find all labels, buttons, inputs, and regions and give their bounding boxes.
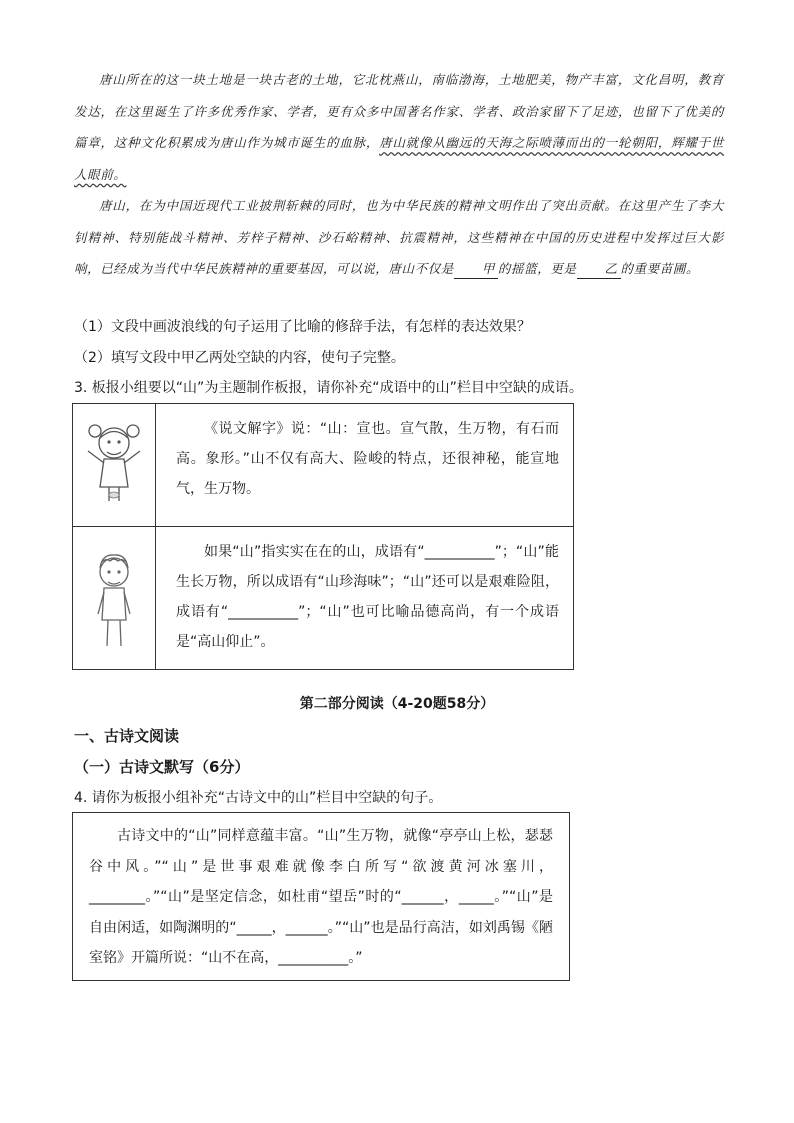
passage-text: 的摇篮，更是	[497, 261, 577, 276]
boy-cell	[73, 527, 156, 670]
girl-cartoon-icon	[74, 405, 154, 521]
passage	[74, 64, 724, 285]
board-text-1: 《说文解字》说：“山：宣也。宣气散，生万物，有石而高。象形。”山不仅有高大、险峻的特点，还很神秘，能宣地气，生万物。	[156, 404, 574, 527]
blank-yi[interactable]: 乙	[577, 260, 621, 279]
passage-text: 唐山所在的这一块土地是一块古老的土地，它北枕燕山，南临渤海，土地肥美，物产丰富，文化昌明，教育发达，在这里诞生了许多优秀作家、学者，更有众多中国著名作家、学者、政治家留下了足迹，也留下了优美的篇章，这种文化积累成为唐山作为城市诞生的血脉，	[74, 72, 724, 150]
poem-fill-text: 古诗文中的“山”同样意蕴丰富。“山”生万物，就像“亭亭山上松，瑟瑟谷中风。”“山”是世事艰难就像李白所写“欲渡黄河冰塞川，________。”“山”是坚定信念，如杜甫“望岳”时的“______，_____。”“山”是自由闲适，如陶渊明的“_____，______。”“山”也是品行高洁，如刘禹锡《陋室铭》开篇所说：“山不在高，__________。”	[89, 828, 553, 967]
girl-cell	[73, 404, 156, 527]
board-table	[72, 403, 574, 670]
passage-text: 唐山，在为中国近现代工业披荆斩棘的同时，也为中华民族的精神文明作出了突出贡献。在这里产生了李大钊精神、特别能战斗精神、芳梓子精神、沙石峪精神、抗震精神，这些精神在中国的历史进程中发挥过巨大影响，已经成为当代中华民族精神的重要基因，可以说，唐山不仅是	[74, 198, 724, 276]
board-row	[73, 527, 574, 670]
passage-paragraph-2	[74, 190, 724, 285]
passage-text: 的重要苗圃。	[620, 261, 700, 276]
passage-paragraph-1	[74, 64, 724, 190]
question-1: （1）文段中画波浪线的句子运用了比喻的修辞手法，有怎样的表达效果？	[74, 319, 531, 335]
wavy-underlined-sentence: 唐山就像从幽远的天海之际喷薄而出的一轮朝阳，辉耀于世人眼前。	[74, 135, 724, 182]
board-row	[73, 404, 574, 527]
blank-jia[interactable]: 甲	[454, 260, 498, 279]
question-2: （2）填写文段中甲乙两处空缺的内容，使句子完整。	[74, 350, 405, 366]
section-title: 第二部分阅读（4-20题58分）	[299, 696, 495, 712]
poem-fill-box	[72, 812, 570, 981]
question-4: 4. 请你为板报小组补充“古诗文中的山”栏目中空缺的句子。	[74, 790, 443, 806]
heading-poetry-recitation: （一）古诗文默写（6分）	[74, 758, 250, 776]
board-text-2: 如果“山”指实实在在的山，成语有“__________”；“山”能生长万物，所以成语有“山珍海味”；“山”还可以是艰难险阻，成语有“__________”；“山”也可比喻品德高尚，有一个成语是“高山仰止”。	[156, 527, 574, 670]
heading-ancient-poetry: 一、古诗文阅读	[74, 727, 180, 745]
boy-cartoon-icon	[74, 528, 154, 664]
question-3: 3. 板报小组要以“山”为主题制作板报，请你补充“成语中的山”栏目中空缺的成语。	[74, 380, 583, 396]
